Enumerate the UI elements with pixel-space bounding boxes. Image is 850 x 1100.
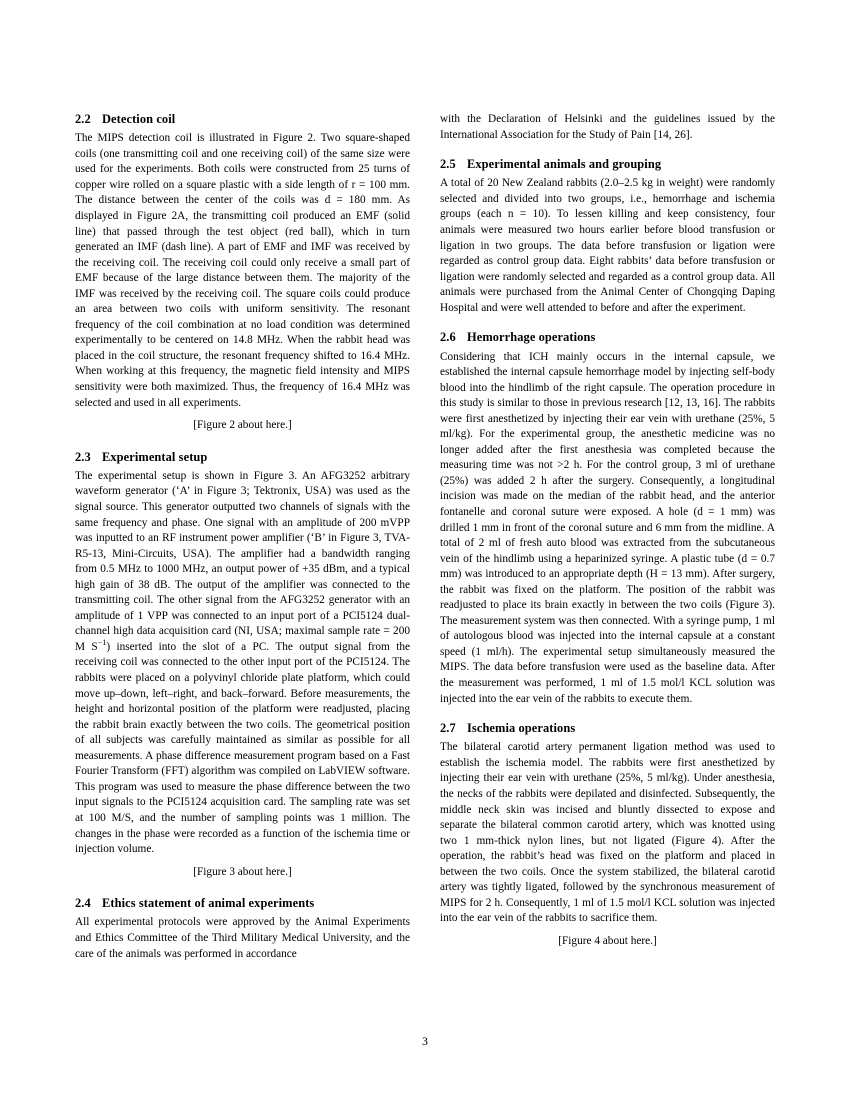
paragraph-detection-coil: The MIPS detection coil is illustrated in Figure 2. Two square-shaped coils (one transmitting coil and one receiving coil) of the same size were used for the experiments. Both coils were constructed from 25 turns of copper wire rolled on a square plastic with a side length of r = 100 mm. The distance between the center of the coils was d = 180 mm. As displayed in Figure 2A, the transmitting coil produced an EMF (solid line) that passed through the test object (red ball), which in turn generated an IMF (dash line). A part of EMF and IMF was received by the receiving coil. The receiving coil could only receive a small part of EMF because of the large distance between them. The majority of the IMF was received by the receiving coil. The square coils could produce an area between two coils with uniform sensitivity. The resonant frequency of the coil combination at no load condition was determined experimentally to be centered on 14.8 MHz. When the rabbit head was placed in the coil structure, the resonant frequency shifted to 16.4 MHz. When working at this frequency, the magnetic field intensity and MIPS sensitivity were both maximized. Thus, the frequency of 16.4 MHz was selected and used in all experiments.	[75, 132, 410, 409]
section-heading-2-5	[440, 157, 775, 171]
section-heading-2-3	[75, 450, 410, 464]
section-heading-2-7	[440, 721, 775, 735]
spacer	[75, 858, 410, 865]
section-title: Ethics statement of animal experiments	[102, 896, 315, 911]
paragraph-text-before-superscript: The experimental setup is shown in Figure 3. An AFG3252 arbitrary waveform generator (‘A’ in Figure 3; Tektronix, USA) was used as the signal source. This generator outputted two channels of signals with the same frequency and phase. One signal with an amplitude of 200 mVPP was inputted to an RF instrument power amplifier (‘B’ in Figure 3, TVA-R5-13, Mini-Circuits, USA). The amplifier had a bandwidth ranging from 0.5 MHz to 1000 MHz, an output power of +35 dBm, and a typical high gain of 38 dB. The output of the amplifier was connected to the transmitting coil. The other signal from the AFG3252 generator with an amplitude of 1 VPP was connected to an input port of a PCI5124 dual-channel high data acquisition card (NI, USA; maximal sample rate = 200 M S	[75, 469, 410, 653]
section-title: Hemorrhage operations	[467, 330, 596, 345]
superscript-exponent: −1	[97, 638, 107, 648]
section-heading-2-2	[75, 112, 410, 126]
paragraph-experimental-animals: A total of 20 New Zealand rabbits (2.0–2.5 kg in weight) were randomly selected and divided into two groups, i.e., hemorrhage and ischemia groups (each n = 10). To lessen killing and keep consistency, four animals were measured two hours earlier before blood transfusion or ligation in two groups. The data before transfusion or ligation were regarded as control group data. Eight rabbits’ data before transfusion or ligation were randomly selected and regarded as a control group data. All animals were purchased from the Animal Center of Chongqing Daping Hospital and were well attended to before and after the experiment.	[440, 177, 775, 314]
section-number: 2.4	[75, 896, 91, 911]
section-title: Detection coil	[102, 112, 176, 126]
figure-note-2: [Figure 2 about here.]	[193, 419, 292, 432]
paragraph-ischemia-operations: The bilateral carotid artery permanent ligation method was used to establish the ischemia model. The rabbits were first anesthetized by injecting their ear vein with urethane (25%, 5 ml/kg). Under anesthesia, the necks of the rabbits were depilated and disinfected. Subsequently, the middle neck skin was incised and bluntly dissected to expose and separate the bilateral common carotid artery, which was knotted using two 1 mm-thick nylon lines, but not ligated (Figure 4). After the operation, the rabbit’s head was fixed on the platform and placed in between the two coils. Once the system stabilized, the bilateral carotid artery was tightly ligated, followed by the synchronous measurement of MIPS for 2 h. Consequently, 1 ml of 1.5 mol/l KCL solution was injected into the ear vein of the rabbits to sacrifice them.	[440, 741, 775, 925]
section-title: Ischemia operations	[467, 721, 576, 736]
spacer	[75, 880, 410, 896]
paragraph-hemorrhage-operations: Considering that ICH mainly occurs in the internal capsule, we established the internal capsule hemorrhage model by injecting self-body blood into the hindlimb of the right capsule. The operation procedure in this study is similar to those in previous research [12, 13, 16]. The rabbits were first anesthetized by injecting their ear vein with urethane (25%, 5 ml/kg). For the experimental group, the anesthetic medicine was no longer added after the first anesthesia was completed because the measuring time was not >2 h. For the control group, 3 ml of urethane (25%) was added 2 h after the surgery. Consequently, a longitudinal incision was made on the median of the rabbit head, and the anterior fontanelle and coronal suture were exposed. A hole (d = 1 mm) was drilled 1 mm in front of the coronal suture and 6 mm from the midline. A total of 2 ml of fresh auto blood was extracted from the subcutaneous vein of the hindlimb using a heparinized syringe. A plastic tube (d = 0.7 mm) was introduced to an appropriate depth (H = 13 mm). After surgery, the rabbit was fixed on the platform. The position of the rabbit was readjusted to place its brain exactly in between the two coils (Figure 3). The measurement system was then connected. With a syringe pump, 1 ml of autologous blood was injected into the internal capsule at a constant speed (1 ml/h). The experimental setup simultaneously measured the MIPS. The data before transfusion were used as the baseline data. After the measurement was performed, 1 ml of 1.5 mol/l KCL solution was injected into the ear vein of the rabbits to execute them.	[440, 350, 775, 705]
spacer	[440, 707, 775, 721]
section-number: 2.6	[440, 330, 456, 345]
paragraph-ethics-continued: with the Declaration of Helsinki and the guidelines issued by the International Association for the Study of Pain [14, 26].	[440, 113, 775, 141]
spacer	[440, 143, 775, 157]
section-number: 2.5	[440, 157, 456, 172]
paragraph-text-after-superscript: ) inserted into the slot of a PC. The output signal from the receiving coil was connected to the other input port of the PCI5124. The rabbits were placed on a polyvinyl chloride plate platform, which could move up–down, left–right, and back–forward. Before measurements, the height and horizontal position of the platform were readjusted, placing the rabbit brain exactly between the two coils. The geometrical position of all subjects was carefully maintained as similar as possible for all measurements. A phase difference measurement program based on a Fast Fourier Transform (FFT) algorithm was compiled on LabVIEW software. This program was used to measure the phase difference between the two input signals to the PCI5124 acquisition card. The sampling rate was set at 100 M/S, and the number of sampling points was 1 million. The changes in the phase were recorded as a function of the ischemia time or injection volume.	[75, 640, 410, 856]
figure-note-3: [Figure 3 about here.]	[193, 865, 292, 878]
section-title: Experimental setup	[102, 449, 208, 464]
page-number: 3	[422, 1036, 428, 1048]
section-number: 2.7	[440, 721, 456, 736]
spacer	[75, 411, 410, 418]
spacer	[440, 316, 775, 330]
spacer	[75, 434, 410, 450]
paragraph-ethics-statement: All experimental protocols were approved by the Animal Experiments and Ethics Committee of the Third Military Medical University, and the care of the animals was performed in accordance	[75, 916, 410, 960]
section-heading-2-6	[440, 330, 775, 344]
section-number: 2.3	[75, 449, 91, 464]
two-column-body	[75, 112, 775, 1002]
section-heading-2-4	[75, 896, 410, 910]
paragraph-experimental-setup	[75, 469, 410, 858]
section-number: 2.2	[75, 112, 91, 126]
spacer	[440, 927, 775, 934]
figure-note-4: [Figure 4 about here.]	[558, 934, 657, 947]
section-title: Experimental animals and grouping	[467, 157, 662, 172]
left-column	[75, 112, 410, 1002]
right-column	[440, 112, 775, 1002]
